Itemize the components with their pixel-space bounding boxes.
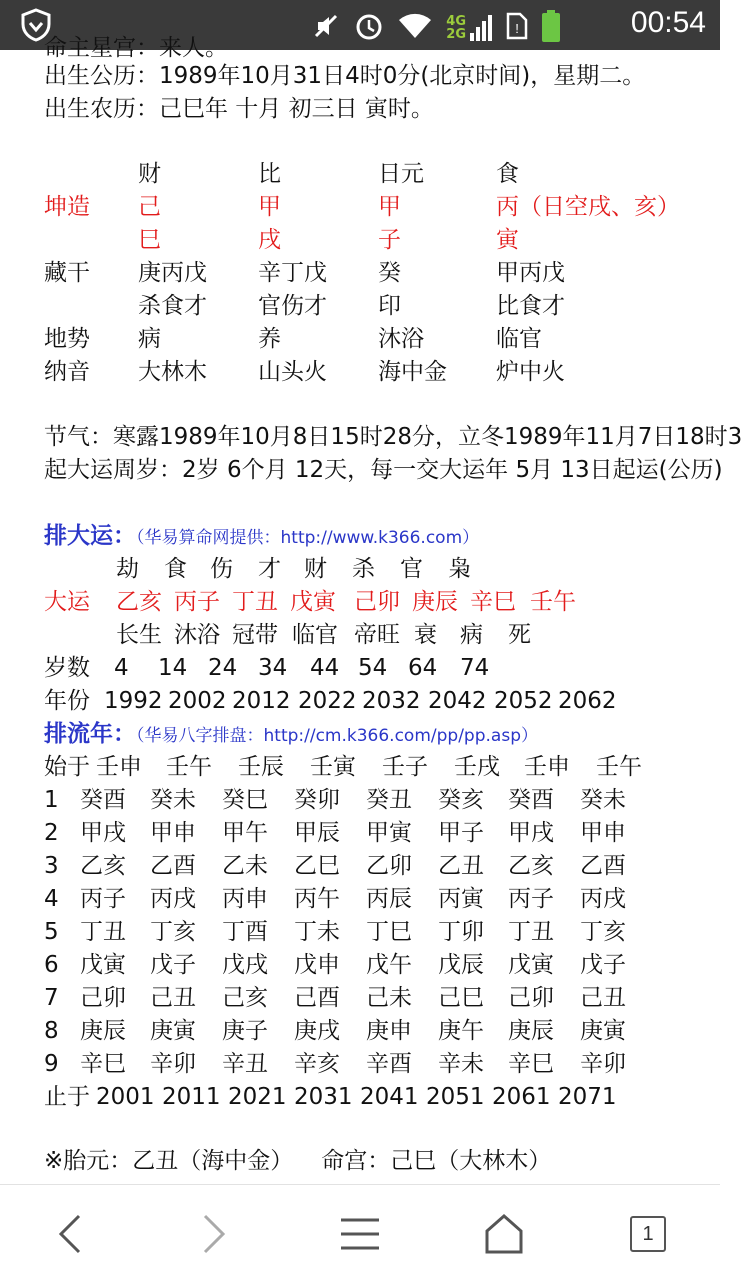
liunian-cell: 丁丑 [80,919,126,945]
year: 2032 [362,688,421,714]
liunian-cell: 辛巳 [80,1051,126,1077]
sim-icon [506,12,528,44]
liunian-cell: 丙申 [222,886,268,912]
liunian-cell: 甲戌 [80,820,126,846]
liunian-cell: 辛亥 [294,1051,340,1077]
shishen: 比食才 [496,293,565,319]
liunian-cell: 丙戌 [580,886,626,912]
forward-icon [199,1212,229,1256]
liunian-cell: 甲午 [222,820,268,846]
liunian-cell: 丁丑 [508,919,554,945]
liunian-cell: 丙子 [508,886,554,912]
dayun-god: 才 [258,556,281,582]
minggong: 命宫：己巳（大林木） [321,1148,552,1174]
liunian-cell: 庚申 [366,1018,412,1044]
net-type-top: 4G [446,14,466,29]
canggan: 庚丙戊 [138,260,207,286]
liunian-cell: 丙子 [80,886,126,912]
dayun-state: 临官 [292,622,338,648]
liunian-cell: 庚辰 [508,1018,554,1044]
liunian-end-year: 2071 [558,1084,617,1110]
stem: 丙（日空戌、亥） [496,194,680,220]
dishi: 病 [138,326,161,352]
dayun-state: 冠带 [232,622,278,648]
liunian-title: 排流年： [44,721,136,747]
liunian-end-year: 2011 [162,1084,221,1110]
liunian-cell: 乙丑 [438,853,484,879]
liunian-cell: 己丑 [580,985,626,1011]
dayun-label: 大运 [44,589,90,615]
liunian-cell: 甲子 [438,820,484,846]
dishi: 临官 [496,326,542,352]
page-content [44,35,742,1184]
jieqi-line: 节气：寒露1989年10月8日15时28分，立冬1989年11月7日18时3 [44,424,742,450]
nayin-label: 纳音 [44,359,90,385]
liunian-cell: 己酉 [294,985,340,1011]
liunian-cell: 癸卯 [294,787,340,813]
liunian-start: 壬辰 [238,754,284,780]
menu-icon [339,1216,381,1252]
mute-icon [312,12,340,44]
liunian-cell: 戊子 [150,952,196,978]
dayun-god: 官 [400,556,423,582]
liunian-cell: 乙亥 [80,853,126,879]
liunian-end-year: 2051 [426,1084,485,1110]
liunian-cell: 庚辰 [80,1018,126,1044]
year-label: 年份 [44,688,90,714]
bazi-header: 财 [138,161,161,187]
nayin: 海中金 [378,359,447,385]
partial-line: 命主星宫：来人。 [44,35,228,61]
net-type-bottom: 2G [446,27,466,42]
age: 24 [208,655,238,681]
liunian-end-year: 2021 [228,1084,287,1110]
tabs-button[interactable] [618,1207,678,1261]
dayun-pillar: 壬午 [530,589,576,615]
dayun-god: 杀 [352,556,375,582]
age: 64 [408,655,438,681]
dayun-god: 财 [304,556,327,582]
branch: 寅 [496,227,519,253]
nayin: 炉中火 [496,359,565,385]
dayun-title: 排大运： [44,523,136,549]
branch: 子 [378,227,401,253]
browser-nav-bar [0,1184,720,1281]
liunian-heading [44,718,538,752]
birth-solar: 出生公历：1989年10月31日4时0分(北京时间)，星期二。 [44,63,646,89]
liunian-cell: 戊辰 [438,952,484,978]
canggan: 辛丁戊 [258,260,327,286]
dayun-pillar: 乙亥 [116,589,162,615]
liunian-cell: 癸未 [150,787,196,813]
liunian-cell: 丁亥 [580,919,626,945]
liunian-cell: 辛巳 [508,1051,554,1077]
liunian-cell: 丁亥 [150,919,196,945]
liunian-cell: 癸酉 [508,787,554,813]
liunian-cell: 丙午 [294,886,340,912]
year: 2012 [232,688,291,714]
liunian-end-year: 2001 [96,1084,155,1110]
liunian-end-label: 止于 [44,1084,90,1110]
liunian-cell: 己卯 [508,985,554,1011]
dayun-source-link[interactable]: （华易算命网提供：http://www.k366.com） [136,528,480,548]
tabs-count: 1 [630,1216,666,1252]
liunian-cell: 戊寅 [80,952,126,978]
liunian-row-number: 8 [44,1018,59,1044]
liunian-cell: 乙酉 [150,853,196,879]
liunian-start: 壬申 [96,754,142,780]
liunian-start: 壬子 [382,754,428,780]
home-button[interactable] [474,1207,534,1261]
liunian-cell: 乙酉 [580,853,626,879]
dayun-heading [44,520,479,554]
liunian-end-year: 2031 [294,1084,353,1110]
canggan: 癸 [378,260,401,286]
dayun-god: 劫 [116,556,139,582]
taiyuan: ※胎元：乙丑（海中金） [44,1148,294,1174]
liunian-cell: 癸酉 [80,787,126,813]
liunian-cell: 戊戌 [222,952,268,978]
liunian-cell: 辛卯 [150,1051,196,1077]
age-label: 岁数 [44,655,90,681]
signal-icon [446,15,492,41]
age: 74 [460,655,490,681]
stem: 己 [138,194,161,220]
wifi-icon [398,12,432,44]
liunian-cell: 戊子 [580,952,626,978]
liunian-cell: 甲辰 [294,820,340,846]
liunian-cell: 乙亥 [508,853,554,879]
branch: 巳 [138,227,161,253]
liunian-start: 壬申 [524,754,570,780]
liunian-cell: 戊寅 [508,952,554,978]
dayun-pillar: 丙子 [174,589,220,615]
age: 54 [358,655,388,681]
dayun-state: 沐浴 [174,622,220,648]
liunian-cell: 辛丑 [222,1051,268,1077]
liunian-cell: 丙寅 [438,886,484,912]
liunian-cell: 癸丑 [366,787,412,813]
liunian-start: 壬午 [596,754,642,780]
canggan: 甲丙戊 [496,260,565,286]
age: 4 [114,655,129,681]
shishen: 印 [378,293,401,319]
year: 2052 [494,688,553,714]
liunian-start: 壬寅 [310,754,356,780]
dayun-pillar: 己卯 [354,589,400,615]
stem: 甲 [258,194,281,220]
liunian-cell: 丁卯 [438,919,484,945]
branch: 戌 [258,227,281,253]
menu-button[interactable] [330,1207,390,1261]
back-button[interactable] [40,1207,100,1261]
liunian-cell: 己未 [366,985,412,1011]
liunian-cell: 乙卯 [366,853,412,879]
stem: 甲 [378,194,401,220]
bazi-header: 食 [496,161,519,187]
liunian-cell: 丁酉 [222,919,268,945]
liunian-cell: 甲寅 [366,820,412,846]
liunian-cell: 癸巳 [222,787,268,813]
year: 2002 [168,688,227,714]
liunian-row-number: 1 [44,787,59,813]
liunian-cell: 丁未 [294,919,340,945]
dayun-state: 衰 [414,622,437,648]
year: 2042 [428,688,487,714]
liunian-cell: 己巳 [438,985,484,1011]
canggan-label: 藏干 [44,260,90,286]
liunian-start: 壬午 [166,754,212,780]
liunian-row-number: 5 [44,919,59,945]
liunian-cell: 癸未 [580,787,626,813]
dayun-state: 长生 [116,622,162,648]
liunian-cell: 己卯 [80,985,126,1011]
dayun-god: 食 [164,556,187,582]
liunian-cell: 辛酉 [366,1051,412,1077]
dayun-state: 帝旺 [354,622,400,648]
nayin: 大林木 [138,359,207,385]
birth-lunar: 出生农历：己巳年 十月 初三日 寅时。 [44,96,434,122]
back-icon [55,1212,85,1256]
dishi: 养 [258,326,281,352]
bazi-header: 日元 [378,161,424,187]
year: 2062 [558,688,617,714]
dayun-pillar: 丁丑 [232,589,278,615]
dayun-pillar: 庚辰 [412,589,458,615]
liunian-row-number: 4 [44,886,59,912]
liunian-end-year: 2061 [492,1084,551,1110]
liunian-cell: 丁巳 [366,919,412,945]
liunian-cell: 辛卯 [580,1051,626,1077]
liunian-row-number: 3 [44,853,59,879]
liunian-row-number: 2 [44,820,59,846]
liunian-cell: 庚寅 [150,1018,196,1044]
dayun-state: 死 [508,622,531,648]
liunian-cell: 庚戌 [294,1018,340,1044]
liunian-start-label: 始于 [44,754,90,780]
liunian-cell: 庚午 [438,1018,484,1044]
liunian-start: 壬戌 [454,754,500,780]
alarm-icon [354,11,384,45]
liunian-cell: 庚寅 [580,1018,626,1044]
clock: 00:54 [630,6,706,39]
dayun-pillar: 戊寅 [290,589,336,615]
liunian-cell: 戊申 [294,952,340,978]
liunian-cell: 甲戌 [508,820,554,846]
forward-button[interactable] [184,1207,244,1261]
liunian-cell: 戊午 [366,952,412,978]
home-icon [484,1213,524,1255]
dishi: 沐浴 [378,326,424,352]
liunian-source-link[interactable]: （华易八字排盘：http://cm.k366.com/pp/pp.asp） [136,726,538,746]
liunian-end-year: 2041 [360,1084,419,1110]
dayun-god: 伤 [210,556,233,582]
liunian-cell: 己丑 [150,985,196,1011]
liunian-cell: 辛未 [438,1051,484,1077]
liunian-cell: 癸亥 [438,787,484,813]
liunian-cell: 甲申 [580,820,626,846]
liunian-cell: 乙巳 [294,853,340,879]
svg-text:!: ! [515,21,519,36]
bazi-header: 比 [258,161,281,187]
liunian-row-number: 6 [44,952,59,978]
dishi-label: 地势 [44,326,90,352]
liunian-row-number: 9 [44,1051,59,1077]
year: 2022 [298,688,357,714]
liunian-cell: 己亥 [222,985,268,1011]
liunian-cell: 甲申 [150,820,196,846]
taiyuan-minggong [44,1145,551,1177]
battery-icon [542,10,560,46]
liunian-cell: 乙未 [222,853,268,879]
liunian-cell: 庚子 [222,1018,268,1044]
liunian-row-number: 7 [44,985,59,1011]
liunian-cell: 丙戌 [150,886,196,912]
qiyun-line: 起大运周岁：2岁 6个月 12天，每一交大运年 5月 13日起运(公历) [44,457,723,483]
dayun-god: 枭 [448,556,471,582]
age: 44 [310,655,340,681]
kunzao-label: 坤造 [44,194,90,220]
year: 1992 [104,688,163,714]
shishen: 杀食才 [138,293,207,319]
nayin: 山头火 [258,359,327,385]
dayun-pillar: 辛巳 [470,589,516,615]
shishen: 官伤才 [258,293,327,319]
liunian-cell: 丙辰 [366,886,412,912]
dayun-state: 病 [460,622,483,648]
age: 34 [258,655,288,681]
age: 14 [158,655,188,681]
